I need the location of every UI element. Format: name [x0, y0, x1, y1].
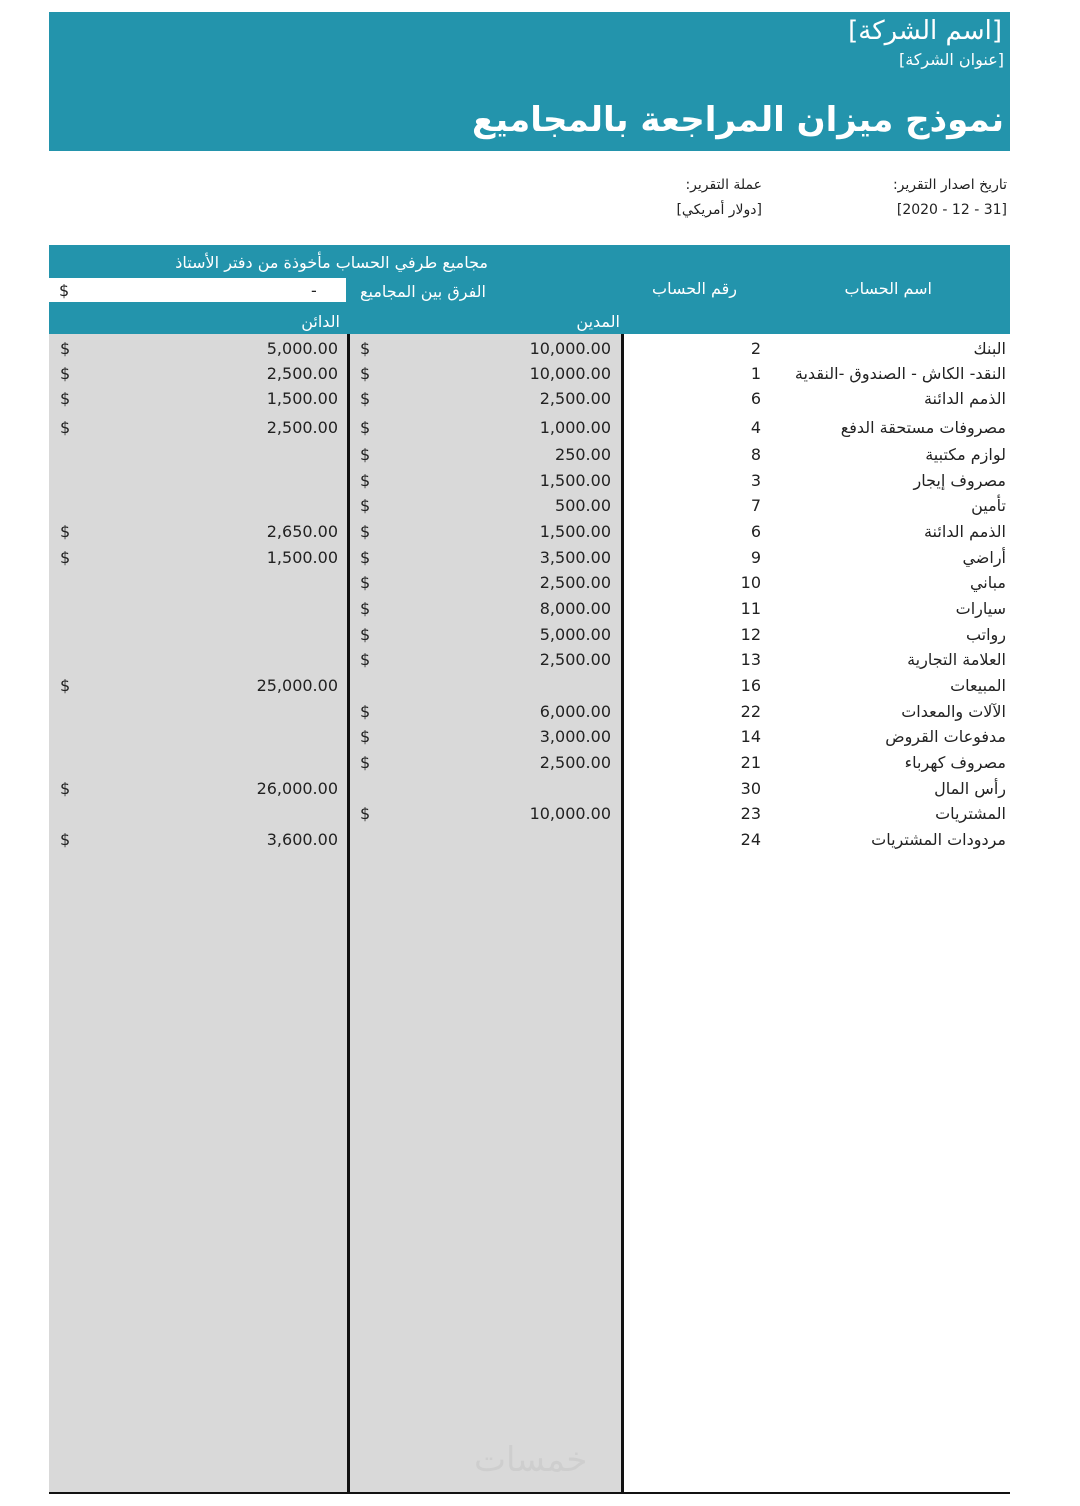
- debit-currency: $: [360, 471, 371, 490]
- table-header: [49, 245, 1010, 334]
- account-name: البنك: [973, 339, 1006, 358]
- debit-currency: $: [360, 496, 371, 515]
- debit-currency: $: [360, 548, 371, 567]
- account-number: 10: [740, 573, 761, 592]
- debit-currency: $: [360, 389, 371, 408]
- table-row[interactable]: [49, 545, 1010, 570]
- account-number: 12: [740, 625, 761, 644]
- col-header-number: رقم الحساب: [652, 279, 737, 298]
- debit-value: 10,000.00: [529, 804, 611, 823]
- account-number: 14: [740, 727, 761, 746]
- debit-value: 1,500.00: [539, 471, 611, 490]
- account-name: مصروف كهرباء: [904, 753, 1006, 772]
- debit-value: 6,000.00: [539, 702, 611, 721]
- account-number: 21: [740, 753, 761, 772]
- account-name: مردودات المشتريات: [871, 830, 1006, 849]
- account-number: 8: [750, 445, 761, 464]
- account-name: النقد- الكاش - الصندوق -النقدية: [794, 364, 1006, 383]
- account-name: المشتريات: [935, 804, 1006, 823]
- company-address[interactable]: [عنوان الشركة]: [898, 50, 1004, 69]
- bottom-border: [49, 1492, 1010, 1494]
- totals-header: مجاميع طرفي الحساب مأخوذة من دفتر الأستاذ: [175, 253, 488, 272]
- account-number: 6: [750, 389, 761, 408]
- debit-currency: $: [360, 702, 371, 721]
- date-value[interactable]: [31 - 12 - 2020]: [896, 202, 1007, 218]
- account-name: لوازم مكتبية: [925, 445, 1006, 464]
- account-number: 1: [750, 364, 761, 383]
- credit-currency: $: [60, 522, 71, 541]
- credit-value: 26,000.00: [256, 779, 338, 798]
- debit-value: 1,000.00: [539, 418, 611, 437]
- account-number: 6: [750, 522, 761, 541]
- account-name: مصروف إيجار: [913, 471, 1006, 490]
- debit-value: 2,500.00: [539, 573, 611, 592]
- diff-value: -: [311, 281, 317, 300]
- debit-currency: $: [360, 650, 371, 669]
- table-row[interactable]: [49, 570, 1010, 595]
- col-header-name: اسم الحساب: [844, 279, 932, 298]
- account-number: 23: [740, 804, 761, 823]
- credit-currency: $: [60, 389, 71, 408]
- account-number: 30: [740, 779, 761, 798]
- table-row[interactable]: [49, 468, 1010, 493]
- credit-value: 2,650.00: [266, 522, 338, 541]
- debit-currency: $: [360, 625, 371, 644]
- header-banner: [49, 12, 1010, 151]
- debit-value: 8,000.00: [539, 599, 611, 618]
- table-row[interactable]: [49, 442, 1010, 467]
- table-row[interactable]: [49, 699, 1010, 724]
- debit-currency: $: [360, 727, 371, 746]
- account-name: سيارات: [955, 599, 1006, 618]
- diff-box: [49, 278, 346, 302]
- table-row[interactable]: [49, 622, 1010, 647]
- table-row[interactable]: [49, 801, 1010, 826]
- table-row[interactable]: [49, 386, 1010, 411]
- debit-value: 3,500.00: [539, 548, 611, 567]
- debit-value: 10,000.00: [529, 364, 611, 383]
- credit-currency: $: [60, 830, 71, 849]
- credit-value: 2,500.00: [266, 364, 338, 383]
- account-name: رأس المال: [934, 779, 1006, 798]
- debit-currency: $: [360, 753, 371, 772]
- credit-value: 1,500.00: [266, 548, 338, 567]
- account-name: مصروفات مستحقة الدفع: [840, 418, 1006, 437]
- debit-value: 3,000.00: [539, 727, 611, 746]
- account-number: 4: [750, 418, 761, 437]
- account-number: 24: [740, 830, 761, 849]
- account-number: 16: [740, 676, 761, 695]
- account-name: الذمم الدائنة: [923, 522, 1006, 541]
- account-name: الآلات والمعدات: [901, 702, 1006, 721]
- debit-currency: $: [360, 522, 371, 541]
- credit-value: 3,600.00: [266, 830, 338, 849]
- page-title: نموذج ميزان المراجعة بالمجاميع: [472, 100, 1004, 140]
- credit-currency: $: [60, 418, 71, 437]
- debit-value: 5,000.00: [539, 625, 611, 644]
- date-label: تاريخ اصدار التقرير:: [892, 177, 1007, 193]
- account-name: المبيعات: [950, 676, 1006, 695]
- account-number: 22: [740, 702, 761, 721]
- debit-value: 500.00: [555, 496, 611, 515]
- table-row[interactable]: [49, 415, 1010, 440]
- debit-value: 10,000.00: [529, 339, 611, 358]
- debit-currency: $: [360, 599, 371, 618]
- debit-currency: $: [360, 445, 371, 464]
- account-name: رواتب: [965, 625, 1006, 644]
- credit-currency: $: [60, 548, 71, 567]
- diff-currency: $: [59, 281, 70, 300]
- account-number: 2: [750, 339, 761, 358]
- table-row[interactable]: [49, 596, 1010, 621]
- credit-value: 1,500.00: [266, 389, 338, 408]
- account-name: تأمين: [971, 496, 1006, 515]
- table-row[interactable]: [49, 724, 1010, 749]
- table-row[interactable]: [49, 750, 1010, 775]
- debit-currency: $: [360, 364, 371, 383]
- account-number: 3: [750, 471, 761, 490]
- credit-value: 2,500.00: [266, 418, 338, 437]
- account-number: 7: [750, 496, 761, 515]
- account-name: مدفوعات القروض: [885, 727, 1006, 746]
- account-name: العلامة التجارية: [907, 650, 1006, 669]
- currency-value[interactable]: [دولار أمريكي]: [676, 202, 762, 218]
- col-header-debit: المدين: [576, 312, 620, 331]
- account-number: 11: [740, 599, 761, 618]
- credit-currency: $: [60, 779, 71, 798]
- currency-label: عملة التقرير:: [685, 177, 762, 193]
- credit-value: 5,000.00: [266, 339, 338, 358]
- account-number: 9: [750, 548, 761, 567]
- account-name: أراضي: [962, 548, 1006, 567]
- account-number: 13: [740, 650, 761, 669]
- debit-value: 2,500.00: [539, 650, 611, 669]
- account-name: مباني: [969, 573, 1006, 592]
- credit-currency: $: [60, 339, 71, 358]
- debit-value: 2,500.00: [539, 753, 611, 772]
- account-name: الذمم الدائنة: [923, 389, 1006, 408]
- table-row[interactable]: [49, 493, 1010, 518]
- debit-currency: $: [360, 418, 371, 437]
- debit-currency: $: [360, 804, 371, 823]
- table-row[interactable]: [49, 361, 1010, 386]
- debit-value: 2,500.00: [539, 389, 611, 408]
- watermark-logo: خمسات: [474, 1440, 588, 1480]
- table-row[interactable]: [49, 519, 1010, 544]
- credit-value: 25,000.00: [256, 676, 338, 695]
- table-row[interactable]: [49, 827, 1010, 852]
- company-name[interactable]: [اسم الشركة]: [848, 16, 1002, 46]
- debit-value: 1,500.00: [539, 522, 611, 541]
- table-row[interactable]: [49, 336, 1010, 361]
- credit-currency: $: [60, 364, 71, 383]
- table-row[interactable]: [49, 673, 1010, 698]
- col-header-credit: الدائن: [301, 312, 340, 331]
- credit-currency: $: [60, 676, 71, 695]
- table-row[interactable]: [49, 647, 1010, 672]
- debit-value: 250.00: [555, 445, 611, 464]
- table-row[interactable]: [49, 776, 1010, 801]
- debit-currency: $: [360, 573, 371, 592]
- diff-label: الفرق بين المجاميع: [360, 282, 486, 301]
- debit-currency: $: [360, 339, 371, 358]
